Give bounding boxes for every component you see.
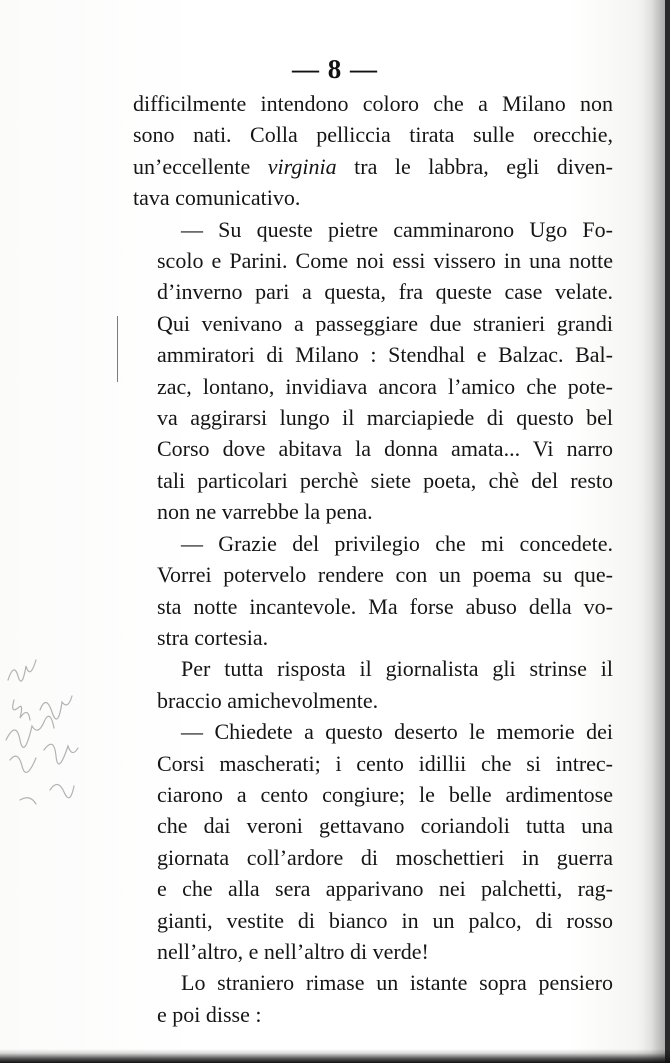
text-line: Lo straniero rimase un istante sopra pensiero [181,970,613,996]
text-line: ammiratori di Milano : Stendhal e Balzac. Bal- [157,342,613,368]
paragraph [133,967,613,1030]
paragraph [133,716,613,967]
text-line: scolo e Parini. Come noi essi vissero in una notte [157,248,613,274]
paragraph [133,653,613,716]
paragraph [133,88,613,214]
text-line: non ne varrebbe la pena. [157,499,373,525]
text-line: — Su queste pietre camminarono Ugo Fo- [181,216,613,242]
text-line: stra cortesia. [157,624,269,650]
text-line: giornata coll’ardore di moschettieri in guerra [157,844,613,870]
text-line: sta notte incantevole. Ma forse abuso della vo- [157,593,613,619]
text-line: tava comunicativo. [133,185,301,211]
text-line: Per tutta risposta il giornalista gli strinse il [181,656,613,682]
text-line: gianti, vestite di bianco in un palco, di rosso [157,907,613,933]
paragraph [133,528,613,654]
page-edge [665,0,670,1063]
text-line: nell’altro, e nell’altro di verde! [157,938,429,964]
text-line: un’eccellente virginia tra le labbra, egli diven- [133,153,613,179]
text-line: difficilmente intendono coloro che a Milano non [133,91,613,116]
text-line: e che alla sera apparivano nei palchetti, rag- [157,876,613,902]
handwritten-margin-note [0,640,100,840]
text-line: Corso dove abitava la donna amata... Vi narro [157,436,613,462]
text-line: e poi disse : [157,1001,262,1027]
paragraph [133,214,613,528]
text-line: Qui venivano a passeggiare due stranieri grandi [157,310,613,336]
text-line: tali particolari perchè siete poeta, chè del resto [157,467,613,493]
text-line: — Chiedete a questo deserto le memorie dei [181,719,613,745]
margin-bracket-mark [117,316,122,382]
text-line: sono nati. Colla pelliccia tirata sulle orecchie, [133,122,613,148]
text-line: che dai veroni gettavano coriandoli tutta una [157,813,613,839]
text-line: zac, lontano, invidiava ancora l’amico che pote- [157,373,613,399]
text-line: braccio amichevolmente. [157,687,379,713]
text-line: — Grazie del privilegio che mi concedete. [181,530,613,556]
page-number: — 8 — [292,54,378,84]
text-line: Corsi mascherati; i cento idillii che si intrec- [157,750,613,776]
text-line: va aggirarsi lungo il marciapiede di questo bel [157,405,613,431]
page-bottom-edge [0,1049,670,1063]
text-line: Vorrei potervelo rendere con un poema su que- [157,562,613,588]
body-text [133,88,613,1030]
text-line: d’inverno pari a questa, fra queste case velate. [157,279,613,305]
text-line: ciarono a cento congiure; le belle ardimentose [157,781,613,807]
